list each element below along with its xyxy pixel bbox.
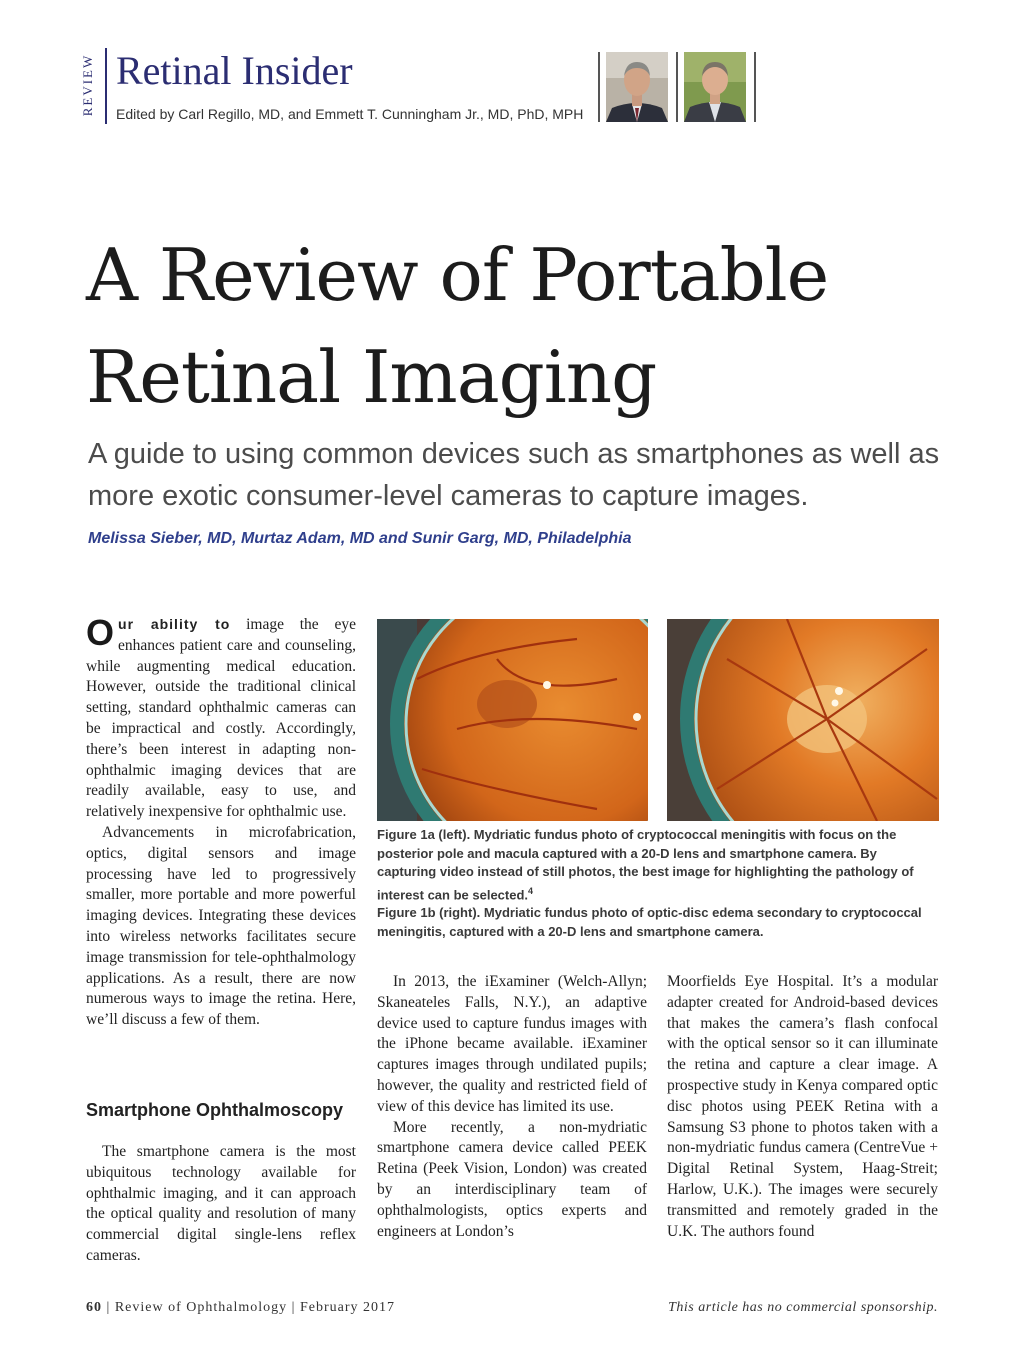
editors-line: Edited by Carl Regillo, MD, and Emmett T. Cunningham Jr., MD, PhD, MPH [116,106,584,122]
byline: Melissa Sieber, MD, Murtaz Adam, MD and Sunir Garg, MD, Philadelphia [88,530,632,547]
caption-1a: Figure 1a (left). Mydriatic fundus photo of cryptococcal meningitis with focus on the posterior pole and macula captured with a 20-D lens and smartphone camera. By capturing video instead of still photos, the best image for highlighting the pathology of interest can be selected.$^4$ [377,827,914,902]
figure-caption [377,826,939,941]
article-title: A Review of Portable Retinal Imaging [86,233,829,419]
photo-divider [676,52,678,122]
paragraph: More recently, a non-mydriatic smartphone camera device called PEEK Retina (Peek Vision, London) was created by an interdisciplinary team of ophthalmologists, optics experts and engineers at London’s [377,1118,647,1240]
lead-in: ur ability to [118,616,231,632]
page-footer: 60 | Review of Ophthalmology | February 2017 [86,1300,395,1315]
article-deck: A guide to using common devices such as smartphones as well as more exotic consumer-level cameras to capture images. [88,438,940,512]
figure-1a-fundus-photo [377,619,648,821]
body-column-3 [667,972,938,1242]
department-title: Retinal Insider [116,48,353,93]
page-number: 60 [86,1300,102,1315]
paragraph: In 2013, the iExaminer (Welch-Allyn; Skaneateles Falls, N.Y.), an adaptive device used to capture fundus images with the iPhone became available. iExaminer captures images through undilated pupils; however, the quality and restricted field of view of this device has limited its use. [377,973,647,1115]
caption-1b: Figure 1b (right). Mydriatic fundus photo of optic-disc edema secondary to cryptococcal meningitis, captured with a 20-D lens and smartphone camera. [377,905,922,939]
paragraph: Our ability to image the eye enhances patient care and counseling, while augmenting medical education. However, outside the traditional clinical setting, standard ophthalmic cameras can be impractical and costly. Accordingly, there’s been interest in adapting non-ophthalmic imaging devices that are readily available, easy to use, and relatively inexpensive for ophthalmic use. [86,612,356,821]
journal-name: Review of Ophthalmology [114,1300,288,1315]
section-tag: REVIEW [80,53,95,117]
photo-divider [754,52,756,122]
paragraph: Advancements in microfabrication, optics, digital sensors and image processing have led to progressively smaller, more portable and more powerful imaging devices. Integrating these devices into wireless networks facilitates secure image transmission for tele-ophthalmology applications. As a result, there are now numerous ways to image the retina. Here, we’ll discuss a few of them. [86,823,356,1029]
paragraph: Moorfields Eye Hospital. It’s a modular adapter created for Android-based devices that makes the camera’s flash confocal with the optical sensor so it can illuminate the retina and capture a clear image. A prospective study in Kenya compared optic disc photos using PEEK Retina with a Samsung S3 phone to photos taken with a non-mydriatic fundus camera (CentreVue + Digital Retinal System, Haag-Streit; Harlow, U.K.). The images were securely transmitted and remotely graded in the U.K. The authors found [667,973,938,1240]
photo-divider [598,52,600,122]
dropcap: O [86,612,115,653]
editor-photo-cunningham [684,52,746,122]
figure-1b-fundus-photo [667,619,939,821]
editor-photo-regillo [606,52,668,122]
section-heading: Smartphone Ophthalmoscopy [86,1100,344,1120]
body-column-1-lower [86,1142,356,1267]
body-column-1 [86,614,356,1031]
body-column-2 [377,972,647,1242]
sponsorship-note: This article has no commercial sponsorship. [668,1300,938,1315]
issue-date: February 2017 [299,1300,395,1315]
paragraph: The smartphone camera is the most ubiquitous technology available for ophthalmic imaging, and it can approach the optical quality and resolution of many commercial digital single-lens reflex cameras. [86,1143,356,1264]
header-divider [105,48,107,124]
